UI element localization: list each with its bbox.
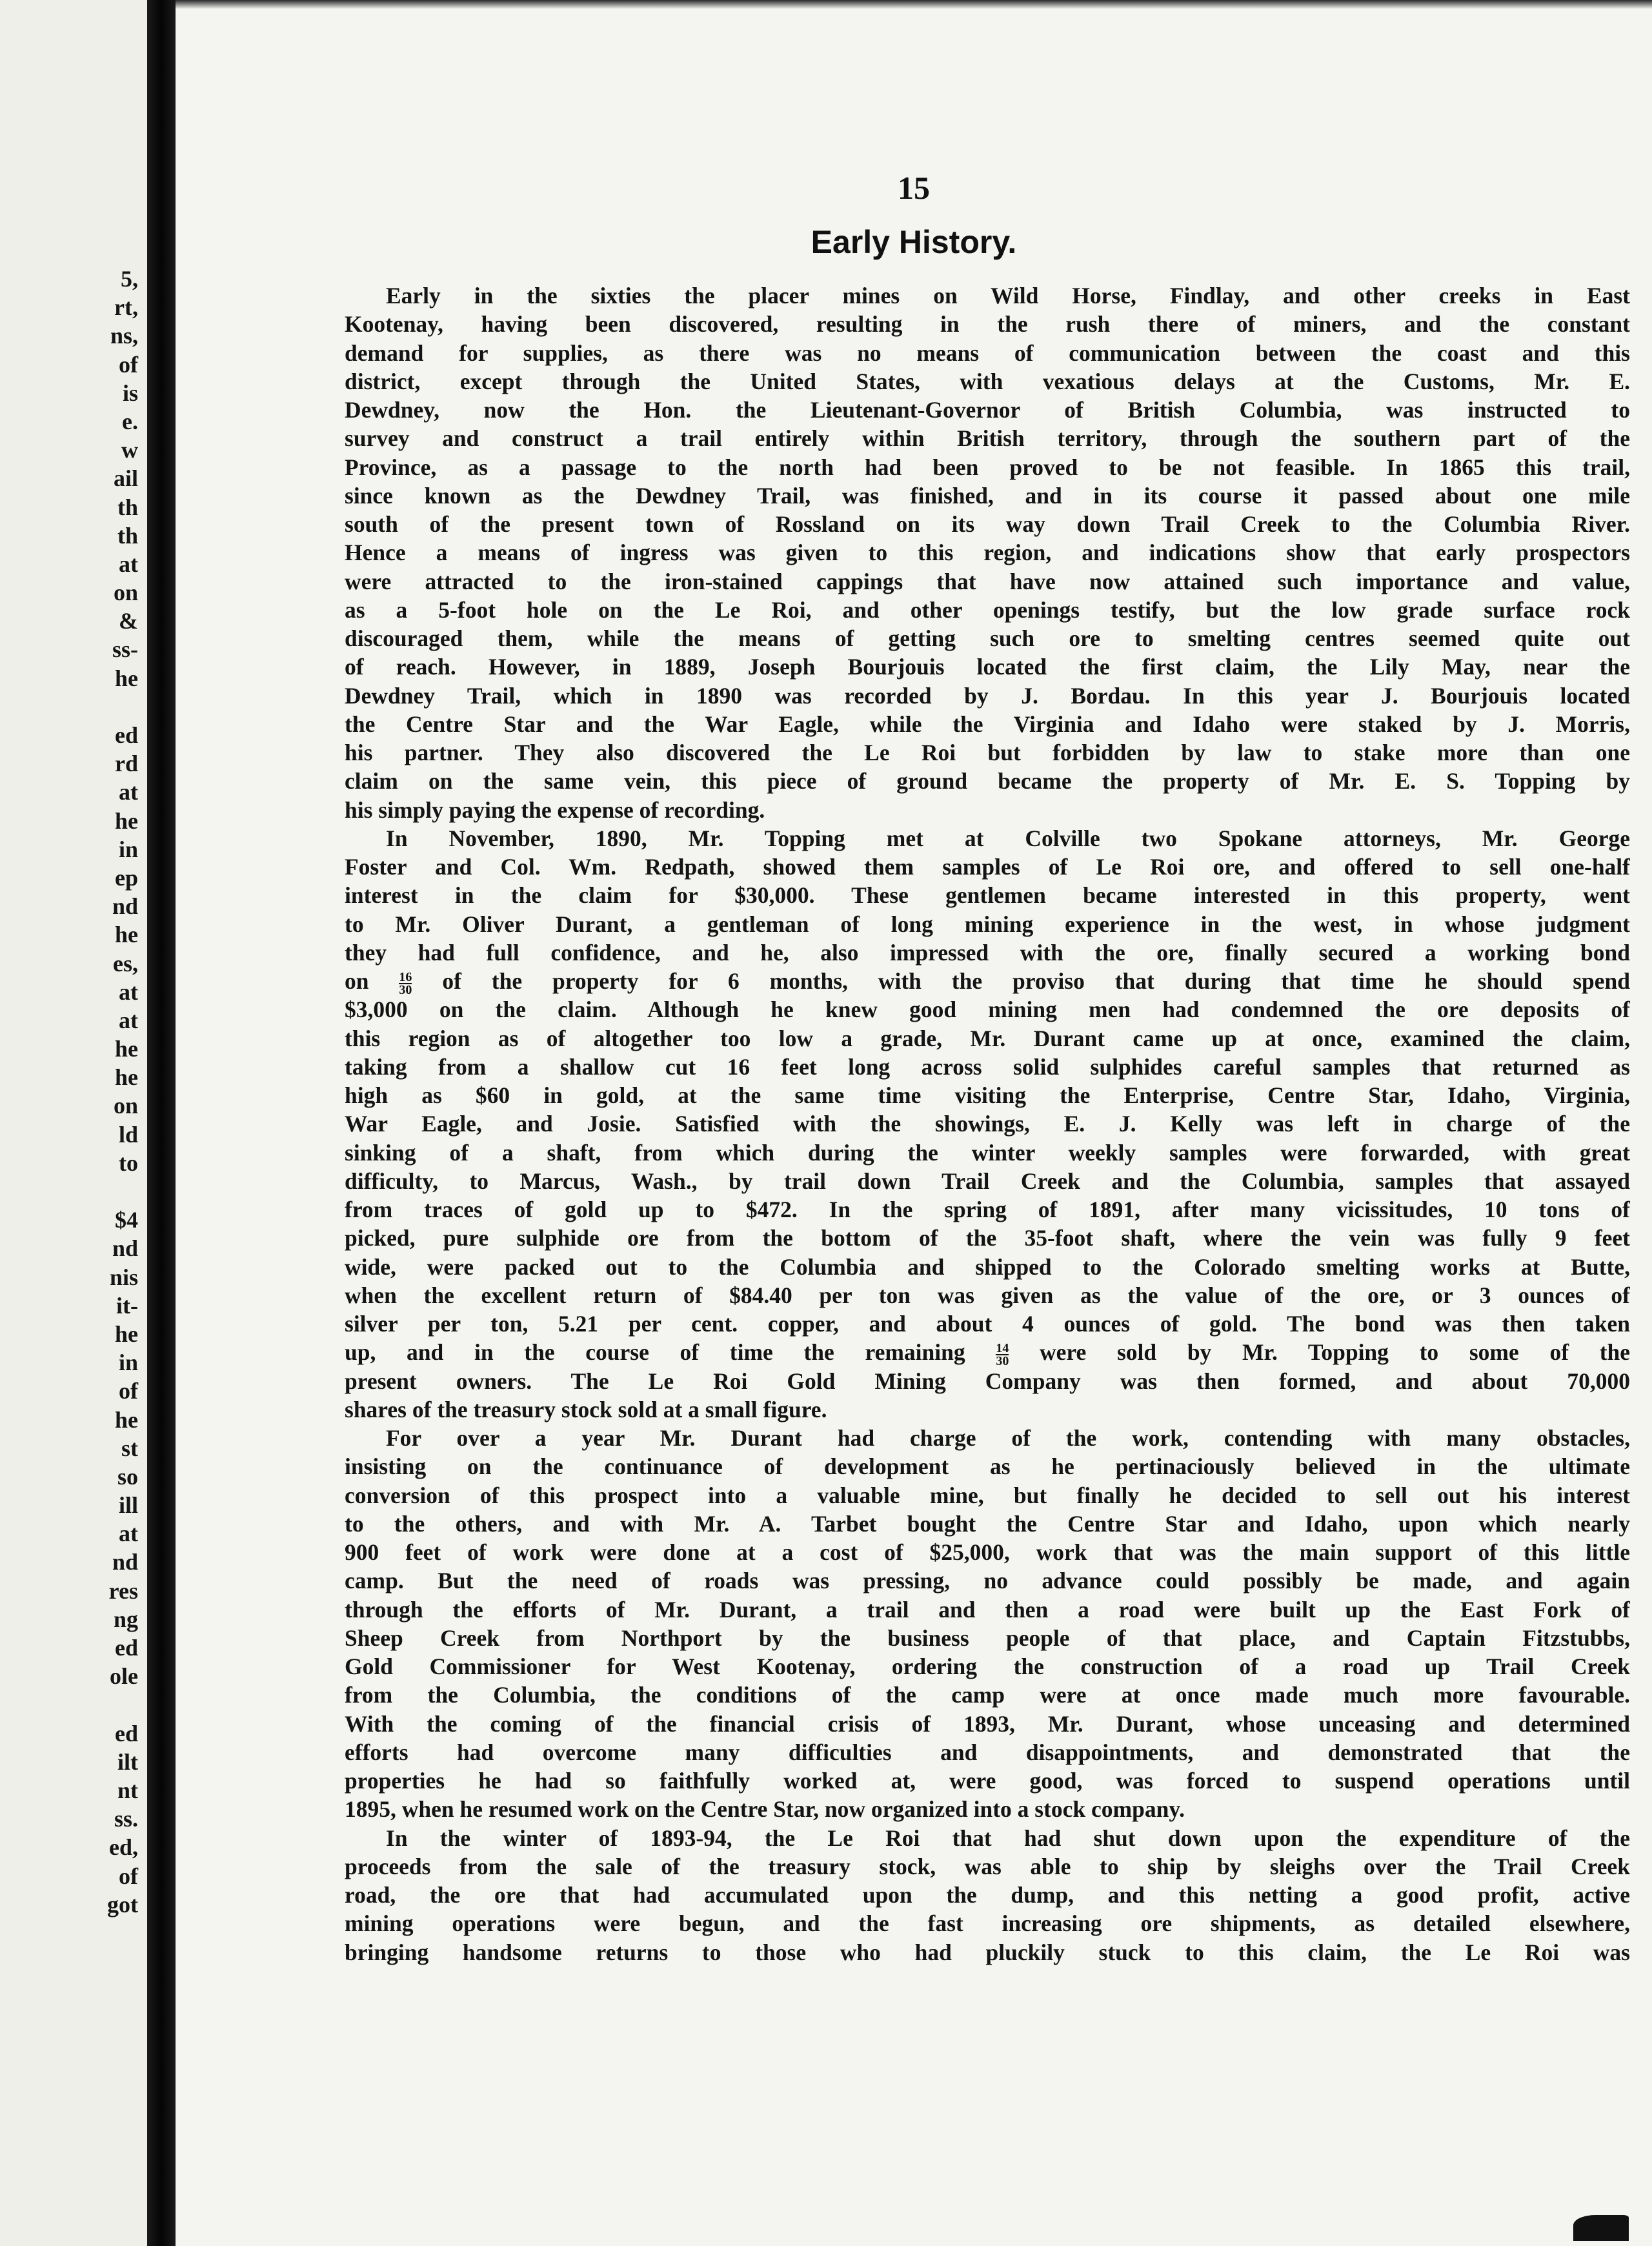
line-rest: of the property for 6 months, with the proviso that during that time he should spend bbox=[442, 968, 1630, 994]
text-line: War Eagle, and Josie. Satisfied with the showings, E. J. Kelly was left in charge of the bbox=[345, 1111, 1630, 1137]
book-gutter bbox=[147, 0, 176, 2246]
text-line bbox=[345, 1338, 1630, 1366]
text-line: insisting on the continuance of development as he pertinaciously believed in the ultimate bbox=[345, 1453, 1630, 1480]
text-line: difficulty, to Marcus, Wash., by trail down Trail Creek and the Columbia, samples that assayed bbox=[345, 1168, 1630, 1194]
text-line: wide, were packed out to the Columbia and shipped to the Colorado smelting works at Butte, bbox=[345, 1253, 1630, 1280]
previous-page-fragment bbox=[9, 693, 138, 721]
previous-page-fragment: ss- bbox=[112, 636, 138, 663]
previous-page-fragment: at bbox=[119, 978, 138, 1005]
text-line: his partner. They also discovered the Le Roi but forbidden by law to stake more than one bbox=[345, 740, 1630, 765]
previous-page-fragment: nis bbox=[109, 1264, 138, 1290]
body-text bbox=[345, 281, 1630, 1967]
previous-page-fragment: he bbox=[115, 665, 138, 691]
text-line: Kootenay, having been discovered, resulting in the rush there of miners, and the constant bbox=[345, 311, 1630, 338]
text-line: the Centre Star and the War Eagle, while the Virginia and Idaho were staked by J. Morris, bbox=[345, 711, 1630, 737]
text-line: to Mr. Oliver Durant, a gentleman of long mining experience in the west, in whose judgment bbox=[345, 911, 1630, 937]
text-line: were attracted to the iron-stained cappings that have now attained such importance and value, bbox=[345, 568, 1630, 594]
text-line: bringing handsome returns to those who had pluckily stuck to this claim, the Le Roi was bbox=[345, 1939, 1630, 1965]
previous-page-fragment: he bbox=[115, 1064, 138, 1091]
previous-page-fragment: ail bbox=[113, 465, 138, 492]
text-line: Dewdney Trail, which in 1890 was recorded by J. Bordau. In this year J. Bourjouis located bbox=[345, 682, 1630, 709]
previous-page-fragment: to bbox=[119, 1149, 138, 1176]
text-line: silver per ton, 5.21 per cent. copper, and about 4 ounces of gold. The bond was then taken bbox=[345, 1311, 1630, 1337]
previous-page-fragment: it- bbox=[116, 1292, 138, 1319]
text-line: they had full confidence, and he, also impressed with the ore, finally secured a working bond bbox=[345, 939, 1630, 966]
previous-page-fragment: ed bbox=[115, 1635, 138, 1661]
previous-page-fragment: nd bbox=[112, 1235, 138, 1262]
previous-page-fragment: in bbox=[118, 1350, 138, 1376]
text-line: demand for supplies, as there was no means of communication between the coast and this bbox=[345, 339, 1630, 366]
text-line: For over a year Mr. Durant had charge of the work, contending with many obstacles, bbox=[386, 1425, 1630, 1451]
text-line: from the Columbia, the conditions of the camp were at once made much more favourable. bbox=[345, 1682, 1630, 1708]
previous-page-fragment: of bbox=[119, 1863, 138, 1889]
previous-page-fragment: ld bbox=[118, 1121, 138, 1148]
previous-page-fragment: $4 bbox=[115, 1207, 138, 1233]
text-line: claim on the same vein, this piece of ground became the property of Mr. E. S. Topping by bbox=[345, 768, 1630, 794]
previous-page-fragment: rt, bbox=[114, 294, 138, 321]
text-line: road, the ore that had accumulated upon the dump, and this netting a good profit, active bbox=[345, 1882, 1630, 1908]
fraction-numerator: 14 bbox=[996, 1341, 1009, 1356]
previous-page-fragment bbox=[9, 1177, 138, 1206]
text-line: sinking of a shaft, from which during the winter weekly samples were forwarded, with great bbox=[345, 1139, 1630, 1166]
previous-page-fragment: on bbox=[113, 1093, 138, 1119]
previous-page-fragment: at bbox=[119, 1007, 138, 1033]
text-line: through the efforts of Mr. Durant, a trail and then a road were built up the East Fork of bbox=[345, 1596, 1630, 1623]
previous-page-fragment: is bbox=[122, 379, 138, 406]
previous-page-fragment: of bbox=[119, 351, 138, 378]
previous-page-fragment: w bbox=[121, 437, 138, 463]
text-line: when the excellent return of $84.40 per ton was given as the value of the ore, or 3 ounces of bbox=[345, 1282, 1630, 1308]
text-line bbox=[345, 967, 1630, 995]
text-line: since known as the Dewdney Trail, was finished, and in its course it passed about one mile bbox=[345, 482, 1630, 509]
text-line: taking from a shallow cut 16 feet long across solid sulphides careful samples that returned as bbox=[345, 1053, 1630, 1080]
previous-page-fragment: nd bbox=[112, 893, 138, 920]
text-line: of reach. However, in 1889, Joseph Bourjouis located the first claim, the Lily May, near the bbox=[345, 654, 1630, 680]
text-line: In the winter of 1893-94, the Le Roi that had shut down upon the expenditure of the bbox=[386, 1825, 1630, 1851]
previous-page-fragment: ill bbox=[118, 1492, 138, 1519]
line-prefix: on bbox=[345, 968, 369, 994]
text-line: interest in the claim for $30,000. These gentlemen became interested in this property, went bbox=[345, 882, 1630, 909]
text-line: picked, pure sulphide ore from the bottom of the 35-foot shaft, where the vein was fully 9 feet bbox=[345, 1225, 1630, 1251]
text-line: In November, 1890, Mr. Topping met at Colville two Spokane attorneys, Mr. George bbox=[386, 825, 1630, 851]
text-line: his simply paying the expense of recording. bbox=[345, 796, 765, 823]
line-prefix: up, and in the course of time the remaining bbox=[345, 1339, 965, 1366]
previous-page-fragment: st bbox=[121, 1435, 138, 1461]
section-heading: Early History. bbox=[811, 224, 1017, 260]
previous-page-fragment: got bbox=[107, 1891, 138, 1917]
page-number: 15 bbox=[898, 170, 930, 206]
previous-page-fragment: 5, bbox=[121, 266, 138, 292]
previous-page-fragment: e. bbox=[122, 408, 138, 434]
fraction-denominator: 30 bbox=[996, 1354, 1009, 1367]
previous-page-text-fragments bbox=[9, 265, 138, 1919]
previous-page-fragment: nd bbox=[112, 1549, 138, 1575]
text-line: high as $60 in gold, at the same time visiting the Enterprise, Centre Star, Idaho, Virginia, bbox=[345, 1082, 1630, 1108]
text-line: With the coming of the financial crisis of 1893, Mr. Durant, whose unceasing and determined bbox=[345, 1710, 1630, 1737]
previous-page-fragment: he bbox=[115, 1406, 138, 1433]
text-line: properties he had so faithfully worked at, were good, was forced to suspend operations until bbox=[345, 1768, 1630, 1794]
previous-page-fragment: in bbox=[118, 836, 138, 862]
previous-page-fragment: he bbox=[115, 1036, 138, 1062]
text-line: from traces of gold up to $472. In the spring of 1891, after many vicissitudes, 10 tons of bbox=[345, 1197, 1630, 1222]
previous-page-fragment: ng bbox=[113, 1606, 138, 1632]
text-line: $3,000 on the claim. Although he knew good mining men had condemned the ore deposits of bbox=[345, 997, 1630, 1023]
previous-page-fragment: ole bbox=[110, 1663, 138, 1690]
previous-page-fragment: at bbox=[119, 779, 138, 805]
previous-page-fragment: he bbox=[115, 922, 138, 948]
text-line: shares of the treasury stock sold at a small figure. bbox=[345, 1396, 827, 1422]
previous-page-fragment: nt bbox=[117, 1777, 138, 1803]
previous-page-fragment: ed bbox=[115, 722, 138, 748]
text-line: present owners. The Le Roi Gold Mining Company was then formed, and about 70,000 bbox=[345, 1368, 1630, 1394]
fraction bbox=[399, 971, 412, 995]
text-line: this region as of altogether too low a grade, Mr. Durant came up at once, examined the claim, bbox=[345, 1025, 1630, 1051]
text-line: 900 feet of work were done at a cost of $25,000, work that was the main support of this little bbox=[345, 1539, 1630, 1565]
previous-page-fragment bbox=[9, 1690, 138, 1719]
fraction bbox=[996, 1342, 1009, 1366]
page bbox=[176, 0, 1652, 2246]
text-line: proceeds from the sale of the treasury stock, was able to ship by sleighs over the Trail Creek bbox=[345, 1853, 1630, 1879]
previous-page-fragment: & bbox=[119, 608, 138, 634]
text-line: survey and construct a trail entirely within British territory, through the southern part of the bbox=[345, 425, 1630, 452]
text-line: mining operations were begun, and the fast increasing ore shipments, as detailed elsewhere, bbox=[345, 1910, 1630, 1937]
text-line: district, except through the United States, with vexatious delays at the Customs, Mr. E. bbox=[345, 368, 1630, 394]
text-line: Province, as a passage to the north had been proved to be not feasible. In 1865 this trail, bbox=[345, 454, 1630, 480]
previous-page-fragment: th bbox=[117, 522, 138, 549]
previous-page-fragment: es, bbox=[113, 950, 138, 976]
previous-page-fragment: he bbox=[115, 1320, 138, 1347]
text-line: Early in the sixties the placer mines on Wild Horse, Findlay, and other creeks in East bbox=[386, 283, 1630, 309]
text-line: camp. But the need of roads was pressing, no advance could possibly be made, and again bbox=[345, 1568, 1630, 1594]
previous-page-fragment: res bbox=[108, 1577, 138, 1604]
text-line: as a 5-foot hole on the Le Roi, and other openings testify, but the low grade surface rock bbox=[345, 596, 1630, 623]
previous-page-fragment: ed, bbox=[109, 1834, 138, 1861]
text-line: discouraged them, while the means of getting such ore to smelting centres seemed quite out bbox=[345, 625, 1630, 651]
previous-page-fragment: th bbox=[117, 494, 138, 520]
fraction-numerator: 16 bbox=[399, 969, 412, 984]
text-line: Sheep Creek from Northport by the business people of that place, and Captain Fitzstubbs, bbox=[345, 1624, 1630, 1651]
previous-page-fragment: at bbox=[119, 551, 138, 577]
previous-page-fragment: he bbox=[115, 807, 138, 834]
text-line: Dewdney, now the Hon. the Lieutenant-Governor of British Columbia, was instructed to bbox=[345, 397, 1630, 423]
previous-page-fragment: on bbox=[113, 580, 138, 606]
text-line: Hence a means of ingress was given to this region, and indications show that early prospectors bbox=[345, 540, 1630, 566]
previous-page-fragment: so bbox=[117, 1463, 138, 1490]
previous-page-edge bbox=[0, 0, 147, 2246]
page-top-shadow bbox=[176, 0, 1652, 9]
text-line: efforts had overcome many difficulties and disappointments, and demonstrated that the bbox=[345, 1739, 1630, 1765]
text-line: Gold Commissioner for West Kootenay, ordering the construction of a road up Trail Creek bbox=[345, 1654, 1630, 1679]
previous-page-fragment: rd bbox=[115, 751, 138, 777]
previous-page-fragment: ed bbox=[115, 1720, 138, 1746]
previous-page-fragment: of bbox=[119, 1378, 138, 1404]
previous-page-fragment: ns, bbox=[110, 323, 138, 349]
text-line: 1895, when he resumed work on the Centre Star, now organized into a stock company. bbox=[345, 1796, 1185, 1823]
previous-page-fragment: ilt bbox=[117, 1748, 138, 1775]
fraction-denominator: 30 bbox=[399, 982, 412, 996]
previous-page-fragment: at bbox=[119, 1521, 138, 1547]
previous-page-fragment: ep bbox=[115, 864, 138, 891]
text-line: Foster and Col. Wm. Redpath, showed them samples of Le Roi ore, and offered to sell one-half bbox=[345, 854, 1630, 880]
text-line: to the others, and with Mr. A. Tarbet bought the Centre Star and Idaho, upon which nearly bbox=[345, 1510, 1630, 1537]
text-line: south of the present town of Rossland on its way down Trail Creek to the Columbia River. bbox=[345, 511, 1630, 537]
scan-corner-mark bbox=[1573, 2215, 1629, 2241]
text-line: conversion of this prospect into a valuable mine, but finally he decided to sell out his interest bbox=[345, 1482, 1630, 1508]
previous-page-fragment: ss. bbox=[114, 1806, 138, 1832]
line-rest: were sold by Mr. Topping to some of the bbox=[1040, 1339, 1630, 1366]
